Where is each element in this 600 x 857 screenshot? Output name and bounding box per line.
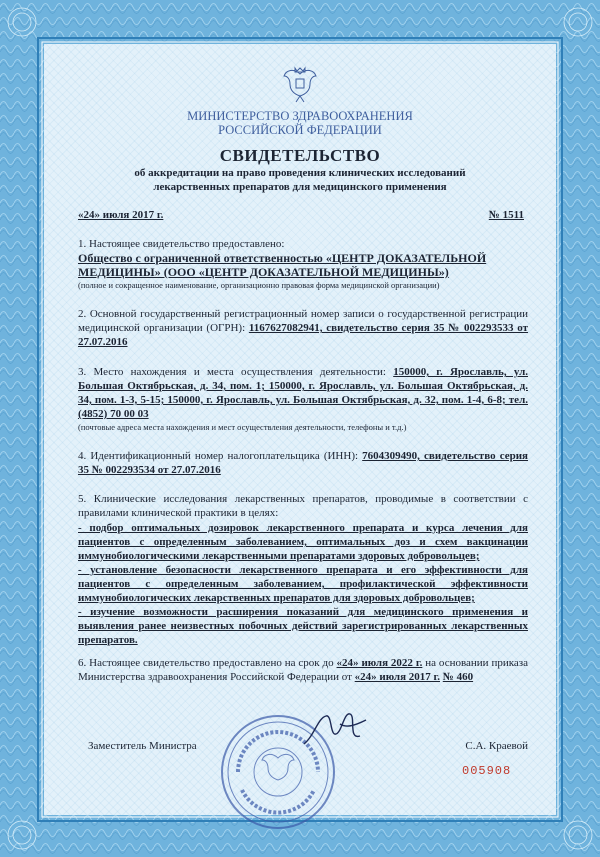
ogrn-value: 1167627082941, свидетельство серия 35 № 002293533 от 27.07.2016 xyxy=(78,322,529,348)
inn-value: 7604309490, свидетельство серия 35 № 002293534 от 27.07.2016 xyxy=(78,450,528,476)
research-purpose-item: - установление безопасности лекарственного препарата и его эффективности для пациентов с определенным заболеванием, профилактической эффективности иммунобиологических лекарственных препаратов для здоровых добровольцев; xyxy=(78,564,528,604)
document-subtitle-line1: об аккредитации на право проведения клинических исследований xyxy=(134,167,466,179)
document-subtitle-line2: лекарственных препаратов для медицинского применения xyxy=(153,181,447,193)
serial-number: 005908 xyxy=(462,764,512,778)
organization-name-line2: МЕДИЦИНЫ» (ООО «ЦЕНТР ДОКАЗАТЕЛЬНОЙ МЕДИЦИНЫ») xyxy=(78,265,449,279)
section6-validity xyxy=(78,656,528,684)
research-purpose-item: - подбор оптимальных дозировок лекарственного препарата и курса лечения для пациентов с определенным заболеванием, оптимальных доз и схем вакцинации иммунобиологическими лекарственными препаратами здоровых добровольцев; xyxy=(78,522,528,562)
order-date: «24» июля 2017 г. xyxy=(354,671,441,683)
signatory-name: С.А. Краевой xyxy=(465,740,528,752)
russian-coat-of-arms-icon xyxy=(282,64,318,104)
section4-inn xyxy=(78,449,528,477)
expiry-date: «24» июля 2022 г. xyxy=(336,657,423,669)
ministry-name-line1: МИНИСТЕРСТВО ЗДРАВООХРАНЕНИЯ xyxy=(187,109,413,123)
order-number: № 460 xyxy=(442,671,474,683)
address-value: 150000, г. Ярославль, ул. Большая Октябрьская, д. 34, пом. 1; 150000, г. Ярославль, ул. Большая Октябрьская, д. 34, пом. 1-3, 5-15; 150000, г. Ярославль, ул. Большая Октябрьская, д. 32, пом. 1-4, 6-8; тел. (4852) 70 00 03 xyxy=(78,366,528,420)
handwritten-signature xyxy=(300,706,370,756)
section6-text-a: 6. Настоящее свидетельство предоставлено на срок до xyxy=(78,657,334,669)
section3-note: (почтовые адреса места нахождения и мест осуществления деятельности, телефоны и т.д.) xyxy=(78,422,407,432)
signatory-position: Заместитель Министра xyxy=(88,740,197,752)
section2-text: 2. Основной государственный регистрационный номер записи о государственной регистрации медицинской организации (ОГРН): xyxy=(78,308,528,334)
issue-number: № 1511 xyxy=(488,209,524,221)
section1-note: (полное и сокращенное наименование, организационно правовая форма медицинской организации) xyxy=(78,280,440,290)
section2-ogrn xyxy=(78,307,528,349)
section6-text-b: на основании приказа Министерства здравоохранения Российской Федерации от xyxy=(78,657,529,683)
document-title: СВИДЕТЕЛЬСТВО xyxy=(219,146,381,165)
section3-address xyxy=(78,365,528,421)
issue-date: «24» июля 2017 г. xyxy=(78,209,164,221)
ministry-name-line2: РОССИЙСКОЙ ФЕДЕРАЦИИ xyxy=(218,123,382,137)
research-purpose-item: - изучение возможности расширения показаний для медицинского применения и выявления ранее неизвестных побочных действий зарегистрированных лекарственных препаратов. xyxy=(78,606,528,646)
section4-text: 4. Идентификационный номер налогоплательщика (ИНН): xyxy=(78,450,359,462)
section1-label: 1. Настоящее свидетельство предоставлено: xyxy=(78,238,285,250)
organization-name-line1: Общество с ограниченной ответственностью «ЦЕНТР ДОКАЗАТЕЛЬНОЙ xyxy=(78,251,487,265)
section3-text: 3. Место нахождения и места осуществления деятельности: xyxy=(78,366,386,378)
section5-text: 5. Клинические исследования лекарственных препаратов, проводимые в соответствии с правилами клинической практики в целях: xyxy=(78,493,528,519)
